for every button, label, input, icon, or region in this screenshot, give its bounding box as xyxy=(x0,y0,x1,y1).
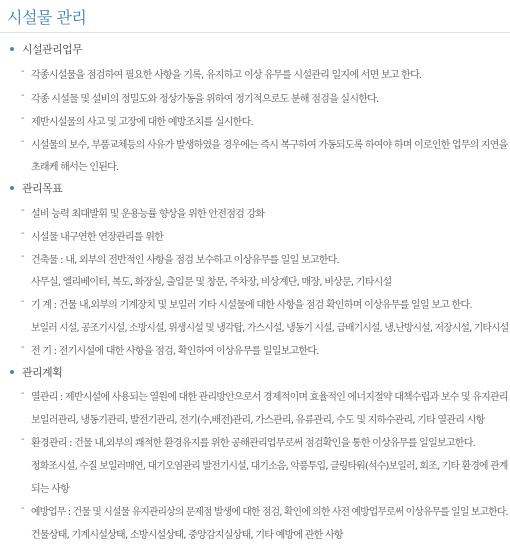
dash-icon: - xyxy=(21,228,25,239)
list-item-continuation: 보일러 시설, 공조기시설, 소방시설, 위생시설 및 냉각탑, 가스시설, 냉동기 시설, 급배기시설, 냉,난방시설, 저장시설, 기타시설 xyxy=(31,323,509,334)
bullet-icon xyxy=(10,370,14,374)
dash-icon: - xyxy=(21,90,25,101)
list-item: 각종 시설물 및 설비의 정밀도와 정상가동을 위하여 정기적으로도 분해 점검을 실시한다. xyxy=(31,94,379,105)
dash-icon: - xyxy=(21,388,25,399)
list-item: 예방업무 : 건물 및 시설물 유지관리상의 문제점 발생에 대한 점검, 확인에 의한 사전 예방업무로써 이상유무를 일일 보고한다. xyxy=(31,507,508,518)
section-heading-management-goals xyxy=(10,180,62,196)
section-heading-label: 시설관리업무 xyxy=(22,43,83,56)
section-heading-label: 관리목표 xyxy=(22,182,63,195)
title-divider xyxy=(0,32,510,33)
list-item-continuation: 건물상태, 기계시설상태, 소방시설상태, 중앙감지실상태, 기타 예방에 관한 사항 xyxy=(31,530,343,541)
dash-icon: - xyxy=(21,434,25,445)
list-item-continuation: 정화조시설, 수질 보일러매연, 대기오염관리 발전기시설, 대기소음, 악품투입, 클링타워(석수)보일러, 회조, 기타 환경에 관계 xyxy=(31,461,508,472)
dash-icon: - xyxy=(21,205,25,216)
list-item: 시설물의 보수, 부품교체등의 사유가 발생하였을 경우에는 즉시 복구하여 가동되도록 하여야 하며 이로인한 업무의 지연을 xyxy=(31,140,508,151)
list-item: 건축물 : 내, 외부의 전반적인 사항을 점검 보수하고 이상유무를 일일 보고한다. xyxy=(31,255,339,266)
list-item: 환경관리 : 건물 내,외부의 쾌적한 환경유지를 위한 공해관리업무로써 점검확인을 통한 이상유무를 일일보고한다. xyxy=(31,438,476,449)
bullet-icon xyxy=(10,186,14,190)
list-item-continuation: 보일러관리, 냉동기관리, 발전기관리, 전기(수,배전)관리, 가스관리, 유류관리, 수도 및 지하수관리, 기타 열관리 시항 xyxy=(31,415,485,426)
list-item: 각종시설물을 점검하여 필요한 사항을 기록, 유지하고 이상 유무를 시설관리 일지에 서면 보고 한다. xyxy=(31,70,422,81)
dash-icon: - xyxy=(21,296,25,307)
dash-icon: - xyxy=(21,251,25,262)
list-item: 설비 능력 최대발휘 및 운용능률 향상을 위한 안전점검 강화 xyxy=(31,209,265,220)
list-item-continuation: 초래케 해서는 인된다. xyxy=(31,162,119,173)
list-item-continuation: 사무실, 엘리베이터, 복도, 화장실, 출입문 및 창문, 주차장, 비상계단, 매장, 비상문, 기타시설 xyxy=(31,277,392,288)
bullet-icon xyxy=(10,47,14,51)
list-item: 열관리 : 제반시설에 사용되는 열원에 대한 관리방안으로서 경제적이며 효율적인 에너지절약 대책수립과 보수 및 유지관리 xyxy=(31,392,508,403)
dash-icon: - xyxy=(21,503,25,514)
list-item: 제반시설물의 사고 및 고장에 대한 예방조치를 실시한다. xyxy=(31,117,253,128)
dash-icon: - xyxy=(21,113,25,124)
list-item-continuation: 되는 사항 xyxy=(31,484,70,495)
list-item: 전 기 : 전기시설에 대한 사항을 점검, 확인하여 이상유무를 일일보고한다. xyxy=(31,346,319,357)
section-heading-management-plan xyxy=(10,364,62,380)
section-heading-facility-work xyxy=(10,41,82,57)
section-heading-label: 관리계획 xyxy=(22,366,63,379)
list-item: 시설물 내구연한 연장관리를 위한 xyxy=(31,232,164,243)
page-title: 시설물 관리 xyxy=(7,8,87,27)
dash-icon: - xyxy=(21,66,25,77)
dash-icon: - xyxy=(21,342,25,353)
list-item: 기 계 : 건물 내,외부의 기계장치 및 보일러 기타 시설물에 대한 사항을 점검 확인하며 이상유무를 일일 보고 한다. xyxy=(31,300,472,311)
dash-icon: - xyxy=(21,136,25,147)
